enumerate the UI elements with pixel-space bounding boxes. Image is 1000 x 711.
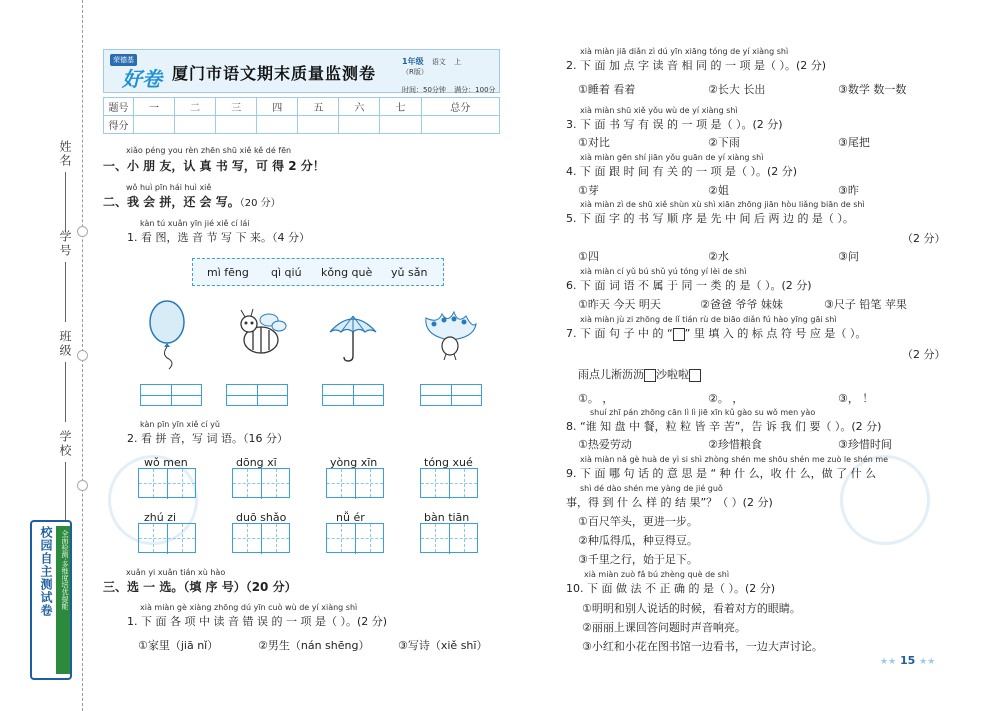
option[interactable]: ①对比 xyxy=(578,136,610,149)
binding-hole xyxy=(77,350,88,361)
exam-meta xyxy=(402,56,499,95)
pinyin-line: xià miàn shū xiě yǒu wù de yí xiàng shì xyxy=(580,106,738,115)
tian-grid[interactable] xyxy=(420,468,478,498)
pinyin-option: yǔ sǎn xyxy=(391,266,428,279)
pinyin-prompt: bàn tiān xyxy=(424,511,470,524)
col-4: 四 xyxy=(257,98,298,116)
option[interactable]: ②爸爸 爷爷 妹妹 xyxy=(700,298,783,311)
score-cell[interactable] xyxy=(175,116,216,134)
tian-grid[interactable] xyxy=(232,468,290,498)
pinyin-prompt: yòng xīn xyxy=(330,456,378,469)
col-2: 二 xyxy=(175,98,216,116)
score-cell[interactable] xyxy=(298,116,339,134)
question-3-7: 7. 下 面 句 子 中 的 “ ” 里 填 入 的 标 点 符 号 应 是（ ）。 xyxy=(566,327,867,340)
brand-tag: 荣德基 xyxy=(110,54,137,66)
option[interactable]: ②水 xyxy=(708,250,729,263)
binding-strip xyxy=(0,0,95,711)
side-brand-title: 校园自主测试卷 xyxy=(39,526,53,617)
option[interactable]: ③问 xyxy=(838,250,859,263)
pinyin-line: xià miàn gè xiàng zhōng dú yīn cuò wù de yí xiàng shì xyxy=(140,603,358,612)
side-brand-box xyxy=(30,520,72,680)
exam-header xyxy=(103,49,500,93)
pinyin-line: xià miàn gēn shí jiān yǒu guān de yí xiàng shì xyxy=(580,153,764,162)
option[interactable]: ③千里之行，始于足下。 xyxy=(578,553,698,566)
time-label: 时间：50分钟 xyxy=(402,86,446,94)
col-total: 总分 xyxy=(421,98,499,116)
question-3-8: 8. “谁 知 盘 中 餐，粒 粒 皆 辛 苦”，告 诉 我 们 要（ ）。(2 分) xyxy=(566,420,882,433)
tian-grid[interactable] xyxy=(232,523,290,553)
term-label: 上 xyxy=(454,58,462,66)
page-number: ★★ 15 ★★ xyxy=(880,654,936,667)
option[interactable]: ③尺子 铅笔 苹果 xyxy=(824,298,907,311)
tian-grid[interactable] xyxy=(420,523,478,553)
pinyin-line: xuǎn yi xuǎn tián xù hào xyxy=(126,568,226,577)
option[interactable]: ①昨天 今天 明天 xyxy=(578,298,661,311)
option[interactable]: ①芽 xyxy=(578,184,599,197)
class-field: 班级 xyxy=(54,330,74,422)
col-7: 七 xyxy=(380,98,421,116)
pinyin-option: mì fēng xyxy=(207,266,249,279)
question-3-10: 10. 下 面 做 法 不 正 确 的 是（ ）。(2 分) xyxy=(566,582,776,595)
question-3-2: 2. 下 面 加 点 字 读 音 相 同 的 一 项 是（ ）。(2 分) xyxy=(566,59,827,72)
col-5: 五 xyxy=(298,98,339,116)
option[interactable]: ③尾把 xyxy=(838,136,870,149)
pinyin-prompt: zhú zi xyxy=(144,511,177,524)
question-3-3: 3. 下 面 书 写 有 误 的 一 项 是（ ）。(2 分) xyxy=(566,118,783,131)
edition-label: （R版） xyxy=(402,68,428,76)
score-table xyxy=(103,97,500,134)
option[interactable]: ③小红和小花在图书馆一边看书，一边大声讨论。 xyxy=(582,640,823,653)
score-cell[interactable] xyxy=(339,116,380,134)
pinyin-line: shì dé dào shén me yàng de jié guǒ xyxy=(580,484,723,493)
pinyin-line: shuí zhī pán zhōng cān lì lì jiē xīn kǔ gào su wǒ men yào xyxy=(590,408,816,417)
section-1-title: 一、小 朋 友，认 真 书 写，可 得 2 分！ xyxy=(103,159,325,173)
question-3-5: 5. 下 面 字 的 书 写 顺 序 是 先 中 间 后 两 边 的 是（ ）。 xyxy=(566,212,854,225)
option[interactable]: ②丽丽上课回答问题时声音响亮。 xyxy=(582,621,746,634)
section-3-title: 三、选 一 选。（填 序 号）（20 分） xyxy=(103,580,297,594)
tian-grid[interactable] xyxy=(326,523,384,553)
points-label: （2 分） xyxy=(902,232,946,245)
option[interactable]: ①热爱劳动 xyxy=(578,438,632,451)
pinyin-line: kàn tú xuǎn yīn jié xiě cí lái xyxy=(140,219,250,228)
score-cell[interactable] xyxy=(257,116,298,134)
punctuation-box[interactable] xyxy=(689,369,701,382)
score-table-header-row xyxy=(104,98,500,116)
pinyin-line: kàn pīn yīn xiě cí yǔ xyxy=(140,420,220,429)
grade-label: 1年级 xyxy=(402,57,424,66)
score-cell[interactable] xyxy=(380,116,421,134)
option[interactable]: ①四 xyxy=(578,250,599,263)
full-score-label: 满分：100分 xyxy=(454,86,496,94)
option[interactable]: ③数学 数一数 xyxy=(838,83,907,96)
exam-title: 厦门市语文期末质量监测卷 xyxy=(172,64,377,83)
pinyin-prompt: tóng xué xyxy=(424,456,473,469)
pinyin-line: xiǎo péng you rèn zhēn shū xiě kě dé fēn xyxy=(126,146,292,155)
pinyin-line: wǒ huì pīn hái huì xiě xyxy=(126,183,212,192)
pinyin-line: xià miàn jiā diǎn zì dú yīn xiāng tóng de yí xiàng shì xyxy=(580,47,789,56)
peacock-picture xyxy=(420,310,480,362)
row-label-score: 得分 xyxy=(104,116,134,134)
binding-hole xyxy=(77,226,88,237)
pinyin-prompt: duō shǎo xyxy=(236,511,287,524)
punctuation-box xyxy=(673,328,685,341)
brand-logo-text: 好卷 xyxy=(122,67,162,91)
student-id-field: 学号 xyxy=(54,230,74,322)
score-cell[interactable] xyxy=(134,116,175,134)
option[interactable]: ②长大 长出 xyxy=(708,83,766,96)
balloon-picture xyxy=(145,300,191,370)
option[interactable]: ③写诗（xiě shī） xyxy=(398,639,488,652)
option[interactable]: ③昨 xyxy=(838,184,859,197)
answer-grid[interactable] xyxy=(322,384,384,406)
pinyin-line: xià miàn nǎ gè huà de yì si shì zhòng shén me shōu shén me zuò le shén me xyxy=(580,455,889,464)
option[interactable]: ③珍惜时间 xyxy=(838,438,892,451)
pinyin-option: qì qiú xyxy=(271,266,302,279)
pinyin-option-box xyxy=(192,258,444,286)
question-3-9: 9. 下 面 哪 句 话 的 意 思 是 “ 种 什 么，收 什 么，做 了 什 么 xyxy=(566,467,877,480)
pinyin-prompt: wǒ men xyxy=(144,456,188,469)
tian-grid[interactable] xyxy=(326,468,384,498)
tian-grid[interactable] xyxy=(138,523,196,553)
col-3: 三 xyxy=(216,98,257,116)
section-2-title: 二、我 会 拼，还 会 写。（20 分） xyxy=(103,195,281,209)
question-3-1: 1. 下 面 各 项 中 读 音 错 误 的 一 项 是（ ）。(2 分) xyxy=(127,615,388,628)
option[interactable]: ②下雨 xyxy=(708,136,740,149)
option[interactable]: ①。 ， xyxy=(578,392,614,405)
pinyin-prompt: dōng xī xyxy=(236,456,277,469)
pinyin-prompt: nǚ ér xyxy=(336,511,365,524)
option[interactable]: ①家里（jiā nǐ） xyxy=(138,639,219,652)
tian-grid[interactable] xyxy=(138,468,196,498)
subject-label: 语文 xyxy=(431,58,446,66)
score-cell[interactable] xyxy=(421,116,499,134)
pinyin-line: xià miàn cí yǔ bú shǔ yú tóng yí lèi de shì xyxy=(580,267,747,276)
pinyin-line: xià miàn zì de shū xiě shùn xù shì xiān zhōng jiān hòu liǎng biān de shì xyxy=(580,200,865,209)
bee-picture xyxy=(231,308,287,360)
binding-hole xyxy=(77,480,88,491)
pinyin-line: xià miàn jù zi zhōng de lǐ tián rù de biāo diǎn fú hào yīng gāi shì xyxy=(580,315,837,324)
option[interactable]: ②珍惜粮食 xyxy=(708,438,762,451)
question-3-4: 4. 下 面 跟 时 间 有 关 的 一 项 是（ ）。(2 分) xyxy=(566,165,798,178)
option[interactable]: ②姐 xyxy=(708,184,729,197)
answer-grid[interactable] xyxy=(420,384,482,406)
school-field: 学校 xyxy=(54,430,74,522)
question-2-1: 1. 看 图，选 音 节 写 下 来。（4 分） xyxy=(127,231,310,244)
question-3-6: 6. 下 面 词 语 不 属 于 同 一 类 的 是（ ）。(2 分) xyxy=(566,279,812,292)
answer-grid[interactable] xyxy=(140,384,202,406)
option[interactable]: ②男生（nán shēng） xyxy=(258,639,370,652)
pinyin-option: kǒng què xyxy=(321,266,373,279)
punctuation-box[interactable] xyxy=(644,369,656,382)
answer-grid[interactable] xyxy=(226,384,288,406)
points-label: （2 分） xyxy=(902,348,946,361)
brand-logo xyxy=(108,54,164,91)
option[interactable]: ③， ！ xyxy=(838,392,874,405)
pinyin-line: xià miàn zuò fǎ bú zhèng què de shì xyxy=(584,570,730,579)
score-table-score-row xyxy=(104,116,500,134)
col-1: 一 xyxy=(134,98,175,116)
option[interactable]: ①明明和别人说话的时候，看着对方的眼睛。 xyxy=(582,602,801,615)
sentence-example: 雨点儿淅沥沥 沙啦啦 xyxy=(578,366,701,382)
side-brand-subtitle: 全面检测·多维度培优提能 xyxy=(56,526,70,674)
col-6: 六 xyxy=(339,98,380,116)
score-cell[interactable] xyxy=(216,116,257,134)
name-field: 姓名 xyxy=(54,140,74,232)
umbrella-picture xyxy=(328,312,378,364)
question-2-2: 2. 看 拼 音，写 词 语。（16 分） xyxy=(127,432,288,445)
option[interactable]: ②种瓜得瓜，种豆得豆。 xyxy=(578,534,698,547)
option[interactable]: ①百尺竿头，更进一步。 xyxy=(578,515,698,528)
row-label-question-no: 题号 xyxy=(104,98,134,116)
option[interactable]: ①睡着 看着 xyxy=(578,83,636,96)
question-3-9-cont: 事，得 到 什 么 样 的 结 果”？（ ）(2 分) xyxy=(566,496,773,509)
option[interactable]: ②。 ， xyxy=(708,392,744,405)
